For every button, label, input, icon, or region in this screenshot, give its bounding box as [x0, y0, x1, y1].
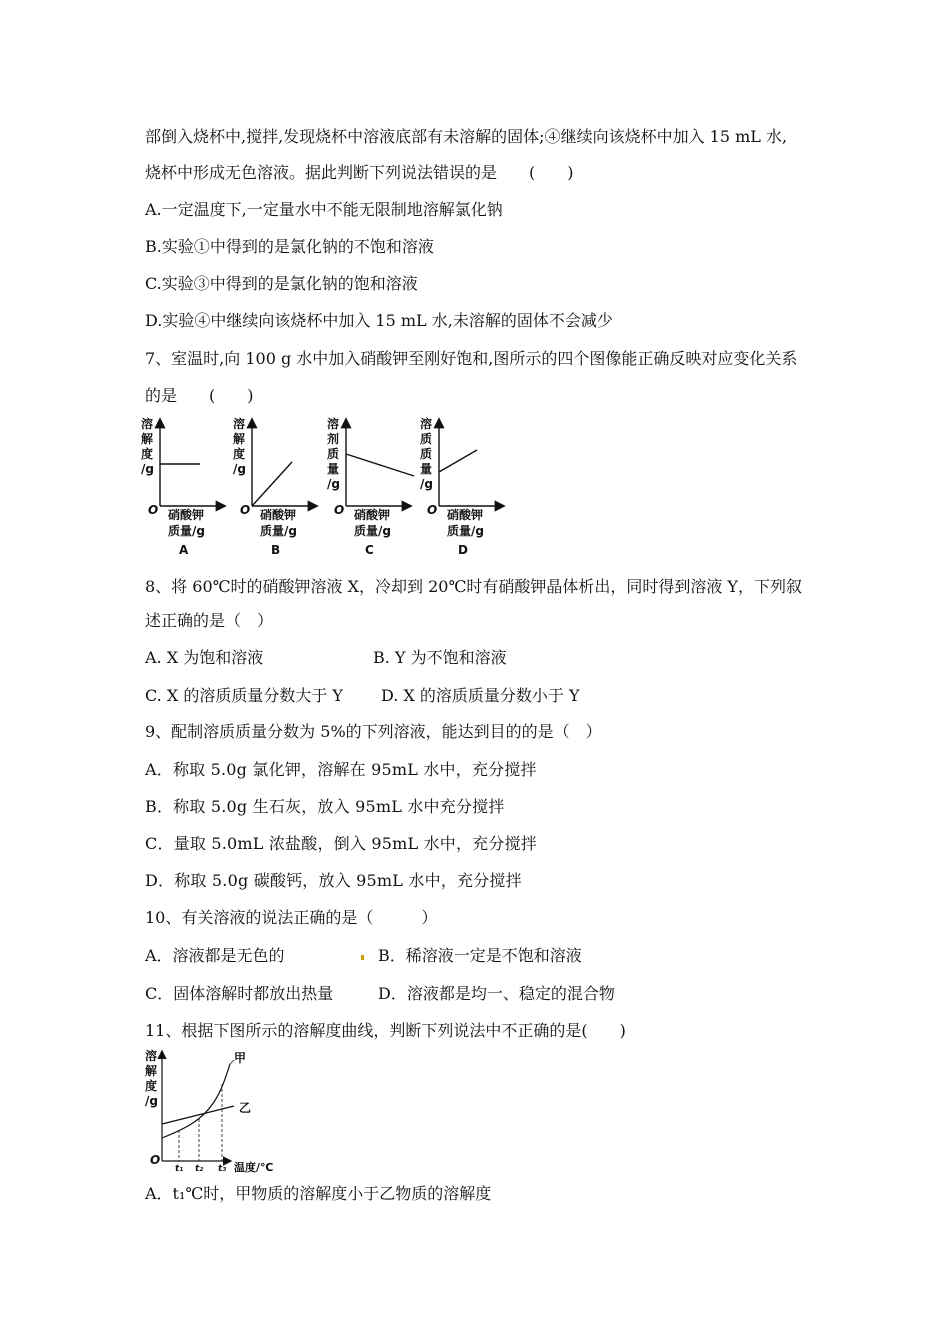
stray-mark — [361, 955, 364, 960]
option-b: B．稀溶液一定是不饱和溶液 — [378, 946, 582, 965]
y-label-char: 溶 — [141, 417, 154, 431]
y-label-char: 量 — [327, 462, 340, 476]
question-9: 9、配制溶质质量分数为 5%的下列溶液，能达到目的的是（ ） — [145, 722, 602, 741]
y-label-char: 溶 — [145, 1049, 158, 1063]
tick-label: t₂ — [195, 1164, 204, 1174]
y-label-char: 度 — [145, 1079, 158, 1093]
option-d: D.实验④中继续向该烧杯中加入 15 mL 水,未溶解的固体不会减少 — [145, 311, 613, 330]
question-7-cont: 的是 ( ) — [145, 386, 254, 405]
option-a: A. X 为饱和溶液 — [145, 648, 264, 667]
y-label-char: /g — [327, 477, 340, 491]
option-row — [145, 946, 845, 966]
y-label-char: 解 — [141, 432, 154, 446]
graph-panel-a — [141, 416, 224, 557]
origin-label: O — [427, 503, 438, 517]
curve-jia — [162, 1064, 230, 1138]
y-label-char: 质 — [420, 447, 433, 461]
y-label-char: 溶 — [327, 417, 340, 431]
figure-q11 — [142, 1046, 292, 1174]
data-line — [439, 450, 477, 472]
panel-label: C — [365, 543, 374, 557]
origin-label: O — [148, 503, 159, 517]
y-label-char: 剂 — [327, 432, 340, 446]
text-line: 烧杯中形成无色溶液。据此判断下列说法错误的是 ( ) — [145, 163, 574, 182]
option-d: D. X 的溶质质量分数小于 Y — [381, 686, 580, 705]
option-a: A．t₁℃时，甲物质的溶解度小于乙物质的溶解度 — [145, 1184, 492, 1203]
option-b: B．称取 5.0g 生石灰，放入 95mL 水中充分搅拌 — [145, 797, 505, 816]
question-10: 10、有关溶液的说法正确的是（ ） — [145, 908, 438, 927]
graph-panel-c — [327, 416, 414, 557]
question-11: 11、根据下图所示的溶解度曲线，判断下列说法中不正确的是( ) — [145, 1021, 626, 1040]
y-label-char: 度 — [141, 447, 154, 461]
figure-q7 — [138, 414, 518, 562]
x-axis-unit: 质量/g — [354, 524, 391, 538]
data-line — [252, 462, 292, 506]
y-label-char: 解 — [233, 432, 246, 446]
x-axis-label: 硝酸钾 — [447, 508, 484, 522]
curve-yi — [162, 1106, 234, 1124]
option-c: C. X 的溶质质量分数大于 Y — [145, 686, 343, 705]
y-axis-label — [145, 1048, 158, 1108]
curve-label-jia: 甲 — [234, 1051, 247, 1065]
y-label-char: /g — [233, 462, 246, 476]
option-b: B. Y 为不饱和溶液 — [373, 648, 507, 667]
option-c: C.实验③中得到的是氯化钠的饱和溶液 — [145, 274, 418, 293]
y-label-char: 质 — [327, 447, 340, 461]
panel-label: A — [179, 543, 189, 557]
option-c: C．量取 5.0mL 浓盐酸，倒入 95mL 水中，充分搅拌 — [145, 834, 537, 853]
option-d: D．称取 5.0g 碳酸钙，放入 95mL 水中，充分搅拌 — [145, 871, 522, 890]
y-label-char: /g — [141, 462, 154, 476]
x-axis-unit: 质量/g — [447, 524, 484, 538]
option-a: A.一定温度下,一定量水中不能无限制地溶解氯化钠 — [145, 200, 503, 219]
y-label-char: 质 — [420, 432, 433, 446]
option-a: A．称取 5.0g 氯化钾，溶解在 95mL 水中，充分搅拌 — [145, 760, 537, 779]
tick-label: t₃ — [218, 1164, 227, 1174]
x-axis-label: 硝酸钾 — [354, 508, 391, 522]
origin-label: O — [150, 1153, 161, 1167]
y-label-char: 溶 — [233, 417, 246, 431]
panel-label: B — [271, 543, 281, 557]
x-axis-unit: 质量/g — [168, 524, 205, 538]
y-label-char: 度 — [233, 447, 246, 461]
x-axis-label: 硝酸钾 — [168, 508, 205, 522]
tick-label: t₁ — [175, 1164, 184, 1174]
option-row — [145, 984, 845, 1004]
y-label-char: /g — [420, 477, 433, 491]
x-axis-label: 温度/℃ — [234, 1161, 274, 1174]
question-8: 8、将 60℃时的硝酸钾溶液 X，冷却到 20℃时有硝酸钾晶体析出，同时得到溶液 Y，下列叙 — [145, 577, 802, 596]
option-a: A．溶液都是无色的 — [145, 946, 285, 965]
option-c: C．固体溶解时都放出热量 — [145, 984, 334, 1003]
curve-label-yi: 乙 — [239, 1101, 252, 1115]
x-axis-label: 硝酸钾 — [260, 508, 297, 522]
option-d: D．溶液都是均一、稳定的混合物 — [378, 984, 615, 1003]
y-label-char: 解 — [145, 1064, 158, 1078]
option-row — [145, 648, 845, 668]
panel-label: D — [458, 543, 468, 557]
origin-label: O — [334, 503, 345, 517]
question-7: 7、室温时,向 100 g 水中加入硝酸钾至刚好饱和,图所示的四个图像能正确反映对应变化关系 — [145, 349, 798, 368]
y-label-char: 量 — [420, 462, 433, 476]
option-row — [145, 686, 845, 706]
graph-panel-b — [233, 416, 316, 557]
data-line — [346, 454, 414, 476]
y-label-char: 溶 — [420, 417, 433, 431]
y-label-char: /g — [145, 1094, 158, 1108]
graph-panel-d — [420, 416, 503, 557]
question-8-cont: 述正确的是（ ） — [145, 611, 274, 630]
option-b: B.实验①中得到的是氯化钠的不饱和溶液 — [145, 237, 434, 256]
text-line: 部倒入烧杯中,搅拌,发现烧杯中溶液底部有未溶解的固体;④继续向该烧杯中加入 15 mL 水, — [145, 127, 788, 146]
x-axis-unit: 质量/g — [260, 524, 297, 538]
origin-label: O — [240, 503, 251, 517]
